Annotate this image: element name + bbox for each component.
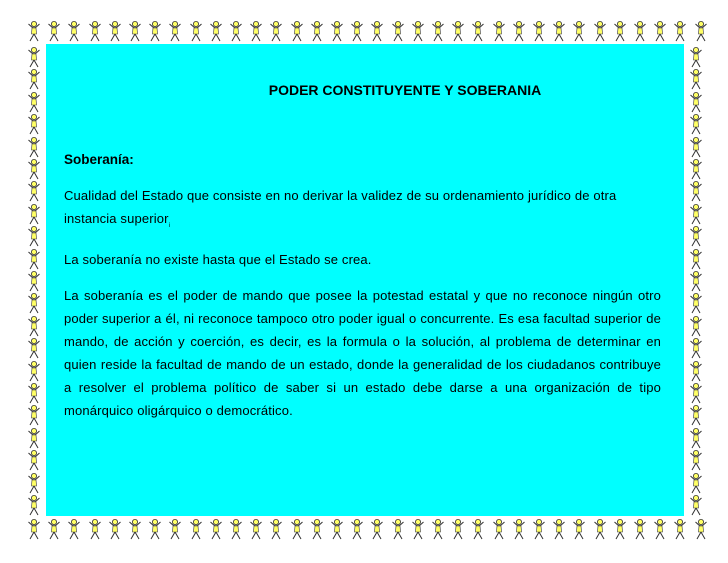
decorative-border-left — [22, 44, 46, 516]
cheering-figure-icon — [688, 225, 704, 247]
cheering-figure-icon — [693, 518, 709, 540]
cheering-figure-icon — [672, 518, 688, 540]
cheering-figure-icon — [571, 518, 587, 540]
cheering-figure-icon — [167, 20, 183, 42]
cheering-figure-icon — [688, 337, 704, 359]
cheering-figure-icon — [26, 248, 42, 270]
cheering-figure-icon — [688, 315, 704, 337]
cheering-figure-icon — [688, 203, 704, 225]
cheering-figure-icon — [147, 20, 163, 42]
cheering-figure-icon — [26, 20, 42, 42]
cheering-figure-icon — [592, 518, 608, 540]
paragraph-explanation: La soberanía es el poder de mando que posee la potestad estatal y que no reconoce ningún otro poder superior a él, ni reconoce tampoco otro poder igual o concurrente. Es esa facultad superior de mando, de acción y coerción, es decir, es la formula o la solución, al problema de determinar en quien reside la facultad de mando de un estado, donde la generalidad de los ciudadanos contribuye a resolver el problema político de saber si un estado debe darse a una organización de tipo monárquico oligárquico o democrático. — [64, 288, 661, 418]
cheering-figure-icon — [26, 315, 42, 337]
cheering-figure-icon — [491, 518, 507, 540]
cheering-figure-icon — [369, 20, 385, 42]
cheering-figure-icon — [26, 494, 42, 516]
cheering-figure-icon — [612, 20, 628, 42]
cheering-figure-icon — [26, 180, 42, 202]
cheering-figure-icon — [688, 136, 704, 158]
cheering-figure-icon — [571, 20, 587, 42]
cheering-figure-icon — [188, 20, 204, 42]
cheering-figure-icon — [26, 518, 42, 540]
cheering-figure-icon — [26, 404, 42, 426]
cheering-figure-icon — [66, 20, 82, 42]
cheering-figure-icon — [688, 91, 704, 113]
cheering-figure-icon — [107, 518, 123, 540]
decorative-border-top — [22, 18, 710, 44]
cheering-figure-icon — [26, 91, 42, 113]
cheering-figure-icon — [268, 518, 284, 540]
cheering-figure-icon — [26, 292, 42, 314]
cheering-figure-icon — [26, 68, 42, 90]
section-heading: Soberanía: — [64, 152, 134, 167]
cheering-figure-icon — [26, 472, 42, 494]
cheering-figure-icon — [26, 360, 42, 382]
cheering-figure-icon — [26, 113, 42, 135]
cheering-figure-icon — [688, 46, 704, 68]
cheering-figure-icon — [329, 20, 345, 42]
cheering-figure-icon — [688, 248, 704, 270]
cheering-figure-icon — [208, 518, 224, 540]
cheering-figure-icon — [450, 20, 466, 42]
paragraph-origin: La soberanía no existe hasta que el Estado se crea. — [64, 252, 372, 267]
cheering-figure-icon — [410, 20, 426, 42]
cheering-figure-icon — [268, 20, 284, 42]
cheering-figure-icon — [390, 518, 406, 540]
cheering-figure-icon — [632, 20, 648, 42]
cheering-figure-icon — [672, 20, 688, 42]
cheering-figure-icon — [693, 20, 709, 42]
cheering-figure-icon — [470, 20, 486, 42]
cheering-figure-icon — [491, 20, 507, 42]
definition-text: Cualidad del Estado que consiste en no derivar la validez de su ordenamiento jurídico de otra instancia superior — [64, 188, 617, 226]
cheering-figure-icon — [127, 518, 143, 540]
cheering-figure-icon — [167, 518, 183, 540]
cheering-figure-icon — [688, 472, 704, 494]
cheering-figure-icon — [430, 20, 446, 42]
cheering-figure-icon — [652, 20, 668, 42]
cheering-figure-icon — [612, 518, 628, 540]
cheering-figure-icon — [26, 337, 42, 359]
cheering-figure-icon — [652, 518, 668, 540]
cheering-figure-icon — [248, 20, 264, 42]
decorative-border-bottom — [22, 516, 710, 544]
cheering-figure-icon — [228, 518, 244, 540]
cheering-figure-icon — [66, 518, 82, 540]
cheering-figure-icon — [26, 382, 42, 404]
cheering-figure-icon — [309, 518, 325, 540]
cheering-figure-icon — [551, 20, 567, 42]
cheering-figure-icon — [289, 518, 305, 540]
cheering-figure-icon — [688, 427, 704, 449]
cheering-figure-icon — [688, 382, 704, 404]
cheering-figure-icon — [688, 68, 704, 90]
cheering-figure-icon — [87, 518, 103, 540]
cheering-figure-icon — [46, 518, 62, 540]
cheering-figure-icon — [26, 46, 42, 68]
decorative-border-right — [684, 44, 710, 516]
cheering-figure-icon — [531, 518, 547, 540]
cheering-figure-icon — [511, 20, 527, 42]
cheering-figure-icon — [688, 360, 704, 382]
cheering-figure-icon — [450, 518, 466, 540]
footnote-marker[interactable]: i — [168, 223, 171, 229]
cheering-figure-icon — [188, 518, 204, 540]
cheering-figure-icon — [248, 518, 264, 540]
cheering-figure-icon — [369, 518, 385, 540]
cheering-figure-icon — [390, 20, 406, 42]
cheering-figure-icon — [26, 449, 42, 471]
cheering-figure-icon — [531, 20, 547, 42]
cheering-figure-icon — [430, 518, 446, 540]
cheering-figure-icon — [632, 518, 648, 540]
cheering-figure-icon — [688, 404, 704, 426]
cheering-figure-icon — [349, 20, 365, 42]
cheering-figure-icon — [208, 20, 224, 42]
cheering-figure-icon — [470, 518, 486, 540]
cheering-figure-icon — [26, 203, 42, 225]
cheering-figure-icon — [26, 427, 42, 449]
cheering-figure-icon — [147, 518, 163, 540]
cheering-figure-icon — [46, 20, 62, 42]
cheering-figure-icon — [688, 180, 704, 202]
cheering-figure-icon — [511, 518, 527, 540]
cheering-figure-icon — [329, 518, 345, 540]
cheering-figure-icon — [127, 20, 143, 42]
cheering-figure-icon — [26, 158, 42, 180]
cheering-figure-icon — [688, 270, 704, 292]
cheering-figure-icon — [87, 20, 103, 42]
definition-paragraph — [64, 184, 661, 230]
cheering-figure-icon — [349, 518, 365, 540]
content-panel — [46, 44, 684, 516]
page-title: PODER CONSTITUYENTE Y SOBERANIA — [268, 82, 542, 98]
cheering-figure-icon — [309, 20, 325, 42]
cheering-figure-icon — [410, 518, 426, 540]
cheering-figure-icon — [26, 225, 42, 247]
cheering-figure-icon — [688, 449, 704, 471]
cheering-figure-icon — [26, 270, 42, 292]
cheering-figure-icon — [289, 20, 305, 42]
cheering-figure-icon — [688, 158, 704, 180]
cheering-figure-icon — [688, 292, 704, 314]
cheering-figure-icon — [551, 518, 567, 540]
cheering-figure-icon — [688, 113, 704, 135]
cheering-figure-icon — [688, 494, 704, 516]
cheering-figure-icon — [107, 20, 123, 42]
cheering-figure-icon — [26, 136, 42, 158]
cheering-figure-icon — [228, 20, 244, 42]
cheering-figure-icon — [592, 20, 608, 42]
